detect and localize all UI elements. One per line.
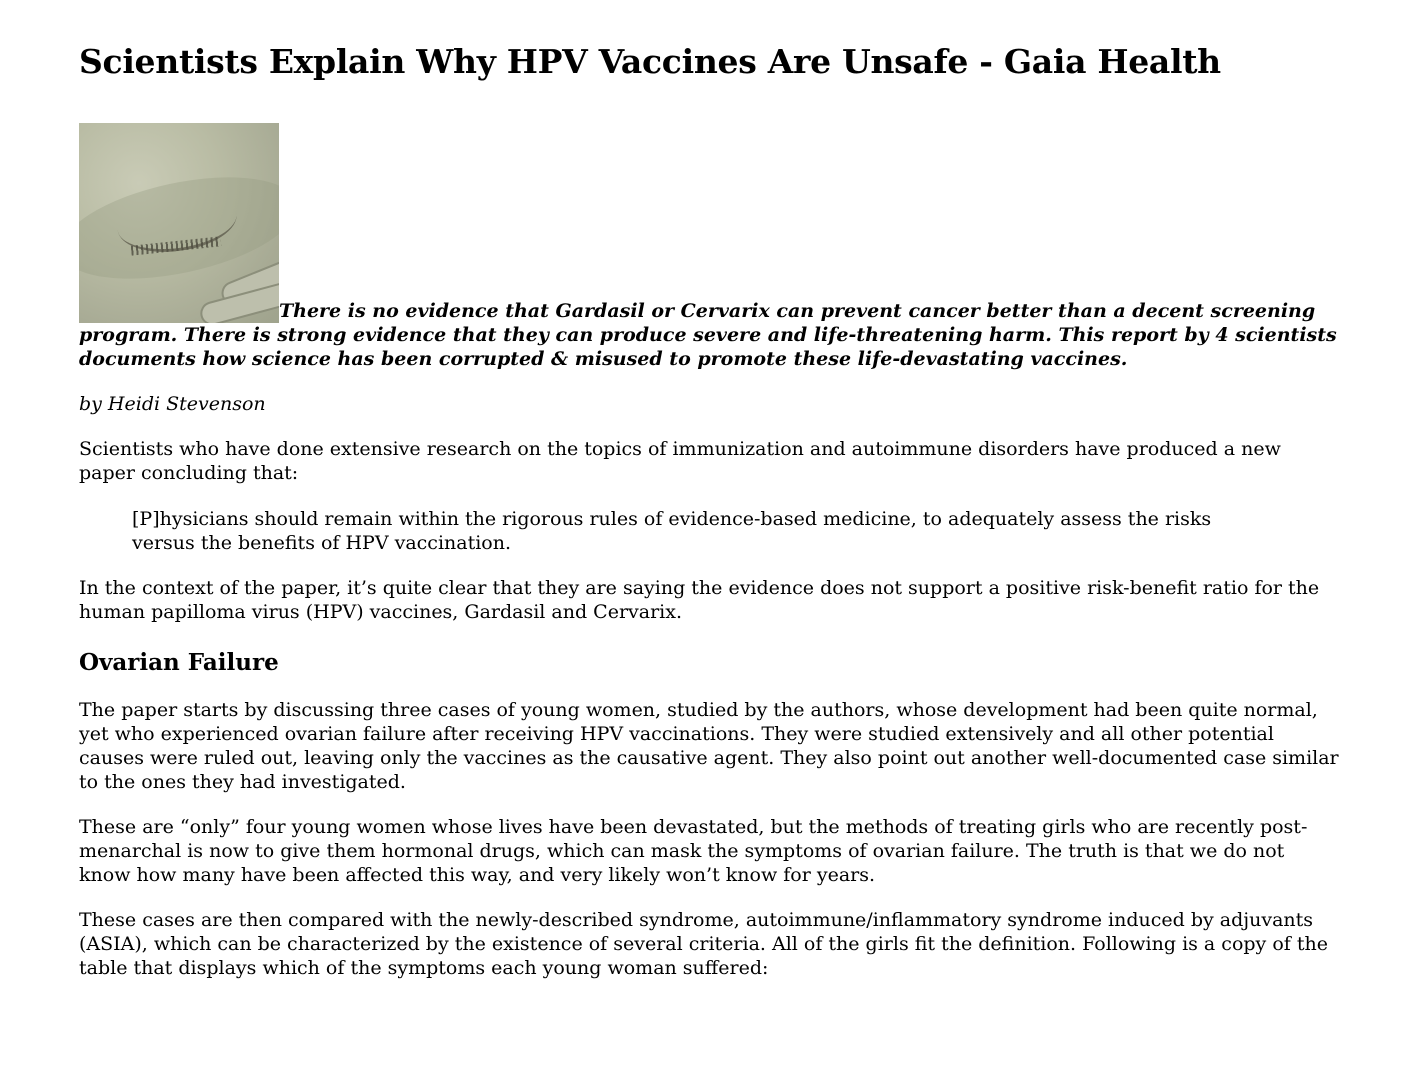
page-title: Scientists Explain Why HPV Vaccines Are Unsafe - Gaia Health [79,42,1221,81]
intro-paragraph: Scientists who have done extensive research on the topics of immunization and autoimmune disorders have produced a new paper concluding that: [79,438,1281,484]
lead-summary: There is no evidence that Gardasil or Cervarix can prevent cancer better than a decent screening program. There is strong evidence that they can produce severe and life-threatening harm. This report by 4 scientists documents how science has been corrupted & misused to promote these life-devastating vaccines. [79,300,1337,370]
closed-eye-photo [79,123,279,323]
byline: by Heidi Stevenson [79,393,266,415]
section-heading: Ovarian Failure [79,649,279,676]
asia-paragraph: These cases are then compared with the newly-described syndrome, autoimmune/inflammatory syndrome induced by adjuvants (ASIA), which can be characterized by the existence of several criteria. All of the girls fit the definition. Following is a copy of the table that displays which of the symptoms each young woman suffered: [79,909,1328,979]
lead-block [79,123,1339,371]
devastated-paragraph: These are “only” four young women whose lives have been devastated, but the methods of treating girls who are recently post-menarchal is now to give them hormonal drugs, which can mask the symptoms of ovarian failure. The truth is that we do not know how many have been affected this way, and very likely won’t know for years. [79,816,1308,886]
cases-paragraph: The paper starts by discussing three cases of young women, studied by the authors, whose development had been quite normal, yet who experienced ovarian failure after receiving HPV vaccinations. They were studied extensively and all other potential causes were ruled out, leaving only the vaccines as the causative agent. They also point out another well-documented case similar to the ones they had investigated. [79,699,1339,793]
context-paragraph: In the context of the paper, it’s quite clear that they are saying the evidence does not support a positive risk-benefit ratio for the human papilloma virus (HPV) vaccines, Gardasil and Cervarix. [79,577,1320,623]
article [79,40,1339,980]
quote-block: [P]hysicians should remain within the rigorous rules of evidence-based medicine, to adequately assess the risks versus the benefits of HPV vaccination. [132,508,1212,554]
